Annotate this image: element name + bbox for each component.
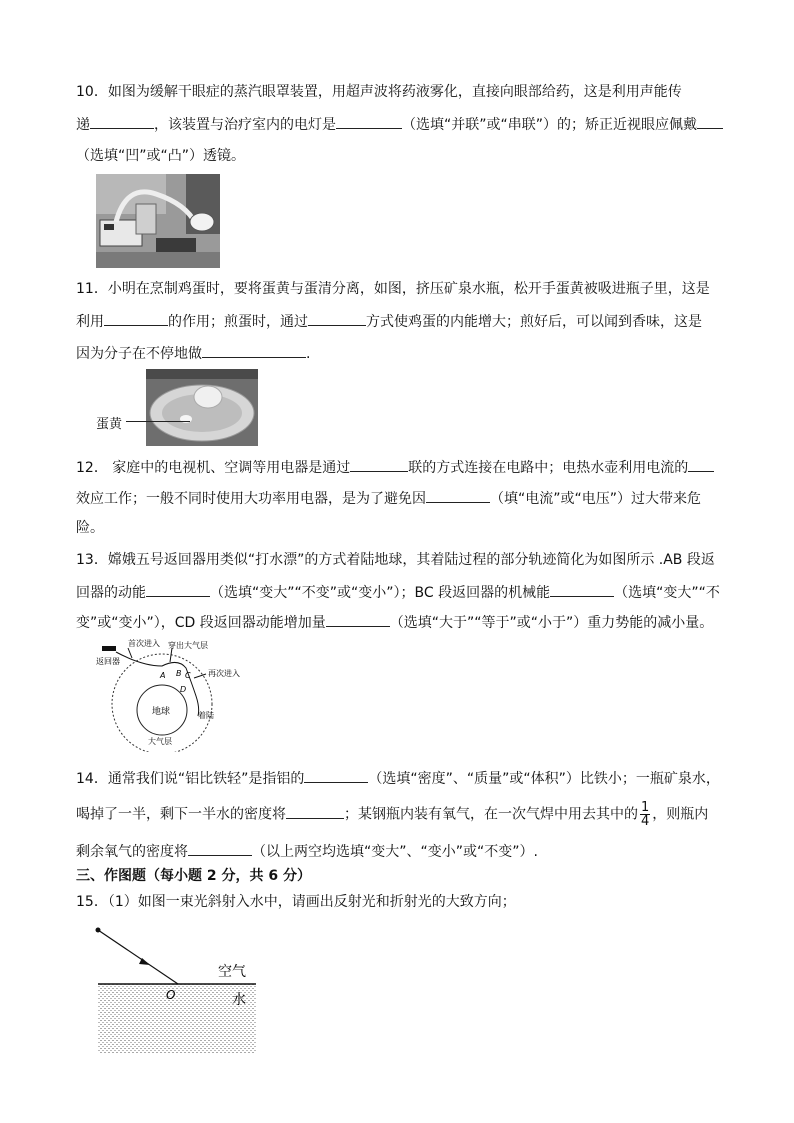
- egg-separation-photo: [146, 369, 258, 446]
- q11-blank-3[interactable]: [202, 343, 306, 358]
- q10-blank-3[interactable]: [697, 114, 723, 129]
- label-O: O: [166, 988, 176, 1002]
- q12-line3: 险。: [76, 520, 104, 536]
- q14-text-3a: 剩余氧气的密度将: [76, 844, 188, 860]
- egg-yolk-label: 蛋黄: [96, 417, 123, 432]
- q11-text-3a: 因为分子在不停地做: [76, 346, 202, 362]
- q13-blank-2[interactable]: [550, 582, 614, 597]
- q13-blank-1[interactable]: [146, 582, 210, 597]
- fraction-numerator: 1: [641, 800, 650, 815]
- q10-text-2a: 递: [76, 117, 90, 133]
- q11-text-2c: 方式使鸡蛋的内能增大；煎好后，可以闻到香味，这是: [366, 314, 702, 330]
- q10-line3: （选填“凹”或“凸”）透镜。: [76, 148, 246, 164]
- label-water: 水: [232, 992, 246, 1008]
- q14-blank-3[interactable]: [188, 841, 252, 856]
- q11-line2: [76, 311, 702, 332]
- return-trajectory-diagram: [88, 636, 248, 752]
- section-3-heading: 三、作图题（每小题 2 分，共 6 分）: [76, 868, 311, 884]
- q13-text-2a: 回器的动能: [76, 585, 146, 601]
- first-entry-pointer: [128, 648, 132, 658]
- egg-yolk-pointer: [126, 421, 190, 422]
- egg-bowl-illustration: [146, 369, 258, 446]
- light-refraction-diagram: [92, 924, 262, 1058]
- eye-mask-illustration: [96, 174, 220, 268]
- point-D: D: [180, 685, 187, 694]
- q14-blank-2[interactable]: [286, 804, 344, 819]
- point-C: C: [185, 671, 191, 680]
- q11-text-2b: 的作用；煎蛋时，通过: [168, 314, 308, 330]
- q13-text-3b: （选填“大于”“等于”或“小于”）重力势能的减小量。: [389, 615, 714, 631]
- q12-line2: [76, 488, 701, 509]
- q10-text-2b: ，该装置与治疗室内的电灯是: [154, 117, 336, 133]
- q12-blank-1[interactable]: [350, 457, 408, 472]
- q13-line1: 13．嫦娥五号返回器用类似“打水漂”的方式着陆地球，其着陆过程的部分轨迹简化为如图所示 .AB 段返: [76, 552, 715, 568]
- label-first-entry: 首次进入: [128, 639, 160, 648]
- q14-text-1b: （选填“密度”、“质量”或“体积”）比铁小；一瓶矿泉水，: [368, 771, 720, 787]
- q14-line3: [76, 841, 538, 862]
- q14-text-3b: （以上两空均选填“变大”、“变小”或“不变”）.: [252, 844, 538, 860]
- q11-line1: 11．小明在烹制鸡蛋时，要将蛋黄与蛋清分离，如图，挤压矿泉水瓶，松开手蛋黄被吸进瓶子里，这是: [76, 281, 710, 297]
- q14-text-2b: ；某钢瓶内装有氧气，在一次气焊中用去其中的: [344, 806, 638, 823]
- q10-text-2c: （选填“并联”或“串联”）的；矫正近视眼应佩戴: [402, 117, 698, 133]
- label-landing: 着陆: [198, 711, 214, 720]
- one-quarter-fraction: [640, 801, 650, 828]
- q11-line3: [76, 343, 310, 364]
- fraction-denominator: 4: [641, 814, 650, 829]
- q11-text-3b: .: [306, 346, 311, 362]
- q10-line2: [76, 114, 723, 135]
- q14-text-2a: 喝掉了一半，剩下一半水的密度将: [76, 806, 286, 823]
- q12-line1: [76, 457, 714, 478]
- q14-text-2c: ，则瓶内: [652, 806, 709, 823]
- q11-text-2a: 利用: [76, 314, 104, 330]
- q13-text-2b: （选填“变大”“不变”或“变小”）；BC 段返回器的机械能: [210, 585, 551, 601]
- q15-line1: 15．（1）如图一束光斜射入水中，请画出反射光和折射光的大致方向；: [76, 894, 516, 910]
- q12-text-2b: （填“电流”或“电压”）过大带来危: [490, 491, 702, 507]
- q11-blank-1[interactable]: [104, 311, 168, 326]
- q12-text-1b: 联的方式连接在电路中；电热水壶利用电流的: [408, 460, 689, 476]
- q13-line3: [76, 612, 713, 633]
- q14-blank-1[interactable]: [304, 768, 368, 783]
- eye-mask-photo: [96, 174, 220, 268]
- incident-ray: [98, 930, 178, 984]
- point-A: A: [160, 671, 166, 680]
- q12-blank-3[interactable]: [426, 488, 490, 503]
- q14-line2: [76, 801, 708, 828]
- q14-text-1a: 14．通常我们说“铝比铁轻”是指铝的: [76, 771, 305, 787]
- q14-line1: [76, 768, 720, 789]
- q13-text-2c: （选填“变大”“不: [614, 585, 720, 601]
- label-exit: 穿出大气层: [168, 641, 208, 650]
- q13-blank-3[interactable]: [326, 612, 390, 627]
- q13-line2: [76, 582, 720, 603]
- q10-line1: 10．如图为缓解干眼症的蒸汽眼罩装置，用超声波将药液雾化，直接向眼部给药，这是利用声能传: [76, 84, 682, 100]
- q10-blank-1[interactable]: [90, 114, 154, 129]
- q12-blank-2[interactable]: [688, 457, 714, 472]
- point-B: B: [176, 669, 182, 678]
- label-atmosphere: 大气层: [148, 737, 172, 746]
- label-air: 空气: [218, 964, 246, 980]
- label-earth: 地球: [152, 707, 171, 717]
- q11-blank-2[interactable]: [308, 311, 366, 326]
- returner-icon: [102, 646, 116, 651]
- q12-text-2a: 效应工作；一般不同时使用大功率用电器，是为了避免因: [76, 491, 426, 507]
- q13-text-3a: 变”或“变小”），CD 段返回器动能增加量: [76, 615, 326, 631]
- label-returner: 返回器: [96, 657, 120, 666]
- q10-blank-2[interactable]: [336, 114, 402, 129]
- q12-text-1a: 12． 家庭中的电视机、空调等用电器是通过: [76, 460, 351, 476]
- label-reentry: 再次进入: [208, 669, 240, 678]
